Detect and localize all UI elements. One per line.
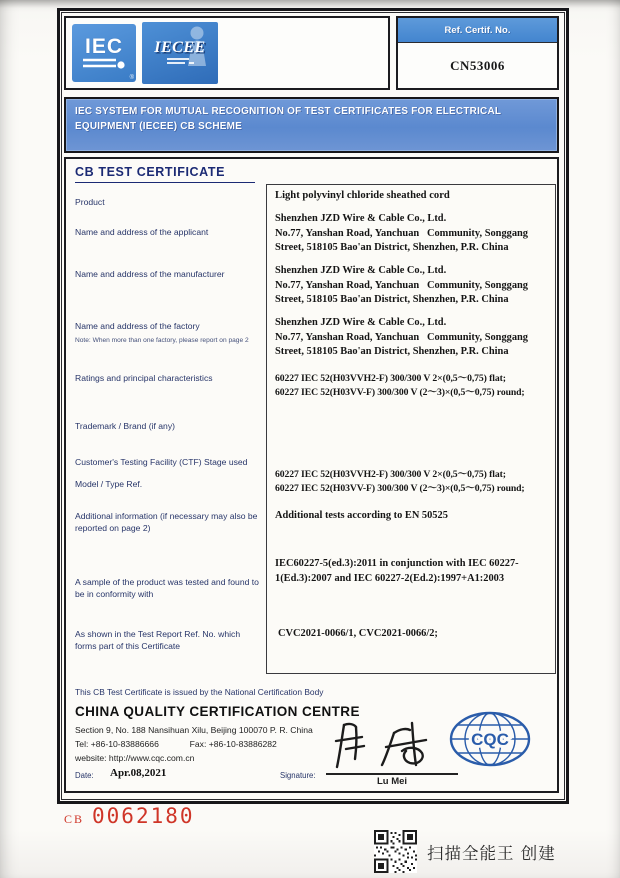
value-test-report: CVC2021-0066/1, CVC2021-0066/2;: [278, 628, 438, 639]
manufacturer-address: No.77, Yanshan Road, Yanchuan Community, Songgang Street, 518105 Bao'an District, Shenzhen, P.R. China: [275, 279, 531, 306]
value-model: [275, 468, 552, 496]
cb-stamp-prefix: CB: [64, 812, 85, 826]
ref-certif-box: [396, 16, 559, 90]
field-label-factory: Name and address of the factory: [75, 321, 200, 331]
scheme-banner: [64, 97, 559, 153]
certificate-frame: [57, 8, 569, 804]
field-label-conformity: A sample of the product was tested and found to be in conformity with: [75, 577, 259, 599]
field-label-applicant: Name and address of the applicant: [75, 227, 209, 237]
value-ratings: [275, 372, 552, 400]
field-label-trademark: Trademark / Brand (if any): [75, 421, 175, 431]
scanner-watermark: [374, 830, 556, 873]
ratings-line1: 60227 IEC 52(H03VVH2-F) 300/300 V 2×(0,5～0,75) flat;: [275, 373, 506, 384]
applicant-address: No.77, Yanshan Road, Yanchuan Community, Songgang Street, 518105 Bao'an District, Shenzhen, P.R. China: [275, 227, 531, 254]
manufacturer-name: Shenzhen JZD Wire & Cable Co., Ltd.: [275, 265, 447, 276]
org-website: website: http://www.cqc.com.cn: [75, 753, 195, 763]
scanner-app-caption: 扫描全能王 创建: [427, 843, 556, 863]
org-tel: Tel: +86-10-83886666: [75, 739, 159, 749]
model-line1: 60227 IEC 52(H03VVH2-F) 300/300 V 2×(0,5～0,75) flat;: [275, 469, 506, 480]
field-label-model: Model / Type Ref.: [75, 479, 143, 489]
issued-by-line: This CB Test Certificate is issued by the National Certification Body: [75, 687, 324, 697]
org-fax: Fax: +86-10-83886282: [189, 739, 277, 749]
ratings-line2: 60227 IEC 52(H03VV-F) 300/300 V (2～3)×(0,5～0,75) round;: [275, 386, 525, 398]
certificate-title: CB TEST CERTIFICATE: [75, 165, 255, 183]
value-applicant: [275, 212, 552, 256]
iec-logo-bars-icon: [82, 57, 126, 70]
org-telfax: [75, 739, 277, 749]
field-label-product: Product: [75, 197, 105, 207]
cqc-logo-text: CQC: [471, 730, 509, 749]
applicant-name: Shenzhen JZD Wire & Cable Co., Ltd.: [275, 213, 447, 224]
value-conformity: IEC60227-5(ed.3):2011 in conjunction with IEC 60227-1(Ed.3):2007 and IEC 60227-2(Ed.2):1997+A1:2003: [275, 558, 519, 584]
date-value: Apr.08,2021: [110, 767, 167, 779]
ref-certif-label: Ref. Certif. No.: [398, 18, 557, 43]
cb-stamp-number: 0062180: [92, 804, 195, 828]
model-line2: 60227 IEC 52(H03VV-F) 300/300 V (2～3)×(0,5～0,75) round;: [275, 482, 525, 494]
org-address: Section 9, No. 188 Nansihuan Xilu, Beijing 100070 P. R. China: [75, 725, 313, 735]
signature-label: Signature:: [280, 771, 316, 780]
cb-serial-stamp: [64, 804, 195, 828]
signature-line: [326, 773, 458, 775]
field-label-manufacturer: Name and address of the manufacturer: [75, 269, 225, 279]
value-factory: [275, 316, 552, 360]
field-label-additional: Additional information (if necessary may also be reported on page 2): [75, 511, 258, 533]
iecee-logo-text: IECEE: [154, 39, 206, 56]
value-additional: Additional tests according to EN 50525: [275, 510, 448, 521]
certificate-body: [64, 157, 559, 793]
factory-address: No.77, Yanshan Road, Yanchuan Community, Songgang Street, 518105 Bao'an District, Shenzhen, P.R. China: [275, 331, 531, 358]
field-note-factory: Note: When more than one factory, please report on page 2: [75, 337, 249, 344]
iec-logo-icon: [72, 24, 136, 82]
factory-name: Shenzhen JZD Wire & Cable Co., Ltd.: [275, 317, 447, 328]
signature-printed-name: Lu Mei: [376, 776, 408, 787]
value-product: Light polyvinyl chloride sheathed cord: [275, 190, 450, 201]
registered-mark: ®: [129, 75, 134, 81]
qr-code-icon: [374, 830, 417, 873]
field-label-ctf: Customer's Testing Facility (CTF) Stage used: [75, 457, 248, 467]
iec-logo-text: IEC: [84, 35, 123, 58]
scheme-banner-text: IEC SYSTEM FOR MUTUAL RECOGNITION OF TEST CERTIFICATES FOR ELECTRICAL EQUIPMENT (IECEE) CB SCHEME: [75, 106, 502, 132]
iecee-logo-icon: [142, 22, 218, 84]
certification-body-name: CHINA QUALITY CERTIFICATION CENTRE: [75, 704, 360, 719]
values-box: [266, 184, 556, 674]
date-label: Date:: [75, 771, 94, 780]
iecee-logo-bars-icon: [165, 57, 195, 67]
signature-handwriting: [316, 713, 466, 773]
ref-certif-number: CN53006: [450, 58, 505, 73]
field-label-ratings: Ratings and principal characteristics: [75, 373, 213, 383]
value-manufacturer: [275, 264, 552, 308]
logos-box: [64, 16, 390, 90]
field-label-test-report: As shown in the Test Report Ref. No. which forms part of this Certificate: [75, 629, 241, 651]
